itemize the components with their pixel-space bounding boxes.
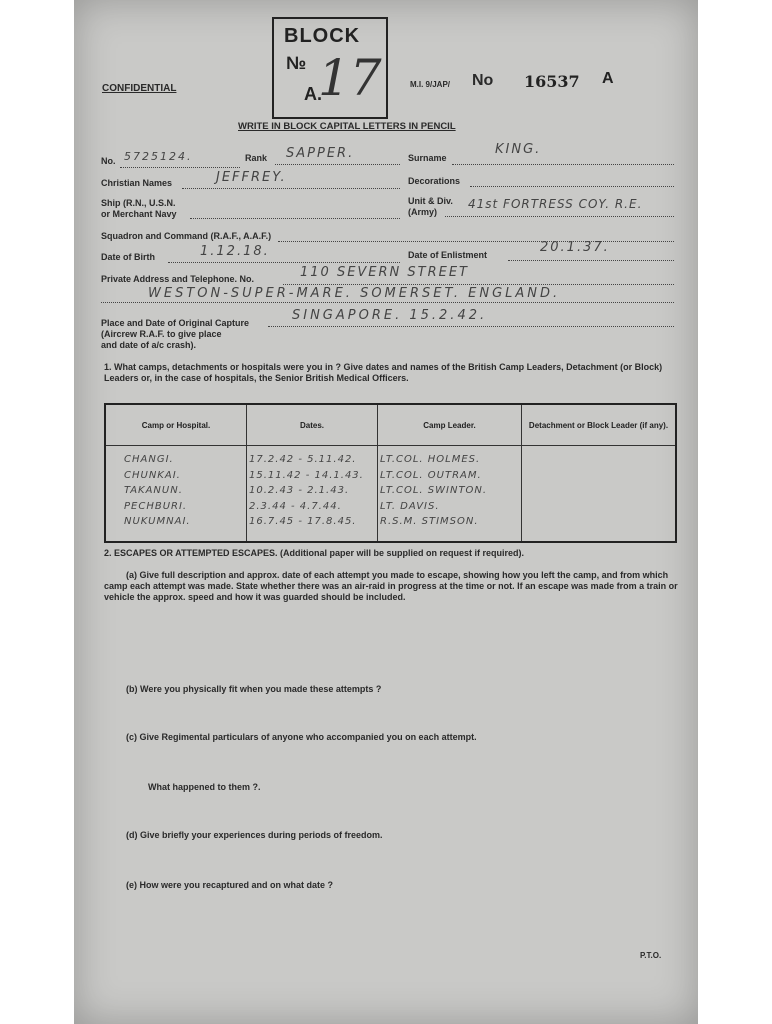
address-line-1	[283, 284, 674, 285]
col-detachment: Detachment or Block Leader (if any).	[522, 404, 677, 446]
capture-label-3: and date of a/c crash).	[101, 340, 197, 350]
enlistment-value: 20.1.37.	[540, 240, 610, 255]
christian-names-label: Christian Names	[101, 178, 173, 188]
detachment-cells	[522, 446, 677, 542]
col-leader: Camp Leader.	[378, 404, 522, 446]
camp-name: NUKUMNAI.	[124, 516, 191, 527]
rank-label: Rank	[245, 153, 268, 163]
camp-name: PECHBURI.	[124, 500, 188, 512]
christian-names-line	[182, 188, 400, 189]
surname-line	[452, 164, 674, 165]
form-suffix: A	[602, 70, 614, 87]
dob-label: Date of Birth	[101, 252, 155, 262]
enlistment-line	[508, 260, 674, 261]
address-value-2: WESTON-SUPER-MARE. SOMERSET. ENGLAND.	[148, 286, 561, 301]
camp-dates: 10.2.43 - 2.1.43.	[249, 485, 350, 496]
unit-label-2: (Army)	[408, 207, 438, 217]
squadron-label: Squadron and Command (R.A.F., A.A.F.)	[101, 231, 272, 241]
question-2b: (b) Were you physically fit when you made these attempts ?	[126, 684, 382, 694]
block-no-label: №	[286, 53, 307, 73]
pto-label: P.T.O.	[640, 951, 662, 960]
service-no-line	[120, 167, 240, 168]
ship-label-1: Ship (R.N., U.S.N.	[101, 198, 176, 208]
address-line-2	[101, 302, 674, 303]
capture-label-2: (Aircrew R.A.F. to give place	[101, 329, 222, 339]
col-camp: Camp or Hospital.	[105, 404, 247, 446]
unit-label-1: Unit & Div.	[408, 196, 453, 206]
camp-cells	[105, 446, 247, 542]
service-no-label: No.	[101, 156, 116, 166]
capture-value: SINGAPORE. 15.2.42.	[292, 308, 488, 323]
camp-name: CHUNKAI.	[124, 469, 181, 481]
camp-name: CHANGI.	[124, 454, 174, 465]
camps-header-row	[105, 404, 676, 446]
dob-value: 1.12.18.	[200, 244, 270, 259]
block-letter: A.	[304, 84, 322, 104]
surname-value: KING.	[495, 142, 542, 157]
unit-value: 41st FORTRESS COY. R.E.	[468, 197, 643, 211]
enlistment-label: Date of Enlistment	[408, 250, 488, 260]
capture-line	[268, 326, 674, 327]
rank-line	[275, 164, 400, 165]
ship-label-2: or Merchant Navy	[101, 209, 177, 219]
question-2-heading: 2. ESCAPES OR ATTEMPTED ESCAPES. (Additional paper will be supplied on request if required).	[104, 548, 525, 558]
dob-line	[168, 262, 400, 263]
block-number-box	[272, 17, 388, 119]
surname-label: Surname	[408, 153, 447, 163]
question-2a: (a) Give full description and approx. date of each attempt you made to escape, showing how you left the camp, and from which camp each attempt was made. State whether there was an air-raid in progress at the time or not. If an escape was made from a train or vehicle the approx. speed and how it was guarded should be included.	[104, 570, 678, 602]
camps-table	[104, 403, 677, 543]
camp-name: TAKANUN.	[124, 485, 183, 496]
question-1: 1. What camps, detachments or hospitals were you in ? Give dates and names of the British Camp Leaders, Detachment (or Block) Leaders or, in the case of hospitals, the Senior British Medical Officers.	[104, 362, 663, 383]
camp-leader: LT.COL. OUTRAM.	[380, 469, 482, 481]
confidential-stamp: CONFIDENTIAL	[102, 83, 177, 94]
decorations-line	[470, 186, 674, 187]
camp-leader: LT.COL. HOLMES.	[380, 454, 481, 465]
decorations-label: Decorations	[408, 176, 461, 186]
instruction-heading: WRITE IN BLOCK CAPITAL LETTERS IN PENCIL	[238, 121, 456, 132]
form-no-label: No	[472, 72, 494, 89]
leader-cells	[378, 446, 522, 542]
camp-dates: 15.11.42 - 14.1.43.	[249, 469, 364, 481]
block-number: 17	[318, 49, 382, 107]
question-2c-followup: What happened to them ?.	[148, 782, 261, 792]
date-cells	[247, 446, 378, 542]
camp-leader: LT.COL. SWINTON.	[380, 485, 488, 496]
block-label: BLOCK	[284, 25, 361, 47]
rank-value: SAPPER.	[286, 146, 355, 161]
address-label: Private Address and Telephone. No.	[101, 274, 255, 284]
camps-body	[105, 446, 676, 542]
unit-line	[445, 216, 674, 217]
capture-label-1: Place and Date of Original Capture	[101, 318, 250, 328]
camp-leader: R.S.M. STIMSON.	[380, 516, 479, 527]
christian-names-value: JEFFREY.	[216, 170, 287, 185]
mi-reference: M.I. 9/JAP/	[410, 80, 451, 89]
question-2d: (d) Give briefly your experiences during periods of freedom.	[126, 830, 383, 840]
camp-leader: LT. DAVIS.	[380, 500, 440, 512]
question-2c: (c) Give Regimental particulars of anyone who accompanied you on each attempt.	[126, 732, 477, 742]
camp-dates: 2.3.44 - 4.7.44.	[249, 500, 342, 512]
address-value-1: 110 SEVERN STREET	[300, 265, 470, 280]
squadron-line	[278, 241, 674, 242]
col-dates: Dates.	[247, 404, 378, 446]
form-number: 16537	[524, 72, 580, 91]
camp-dates: 16.7.45 - 17.8.45.	[249, 516, 357, 527]
ship-line	[190, 218, 400, 219]
question-2e: (e) How were you recaptured and on what date ?	[126, 880, 334, 890]
service-no-value: 5725124.	[124, 150, 193, 163]
camp-dates: 17.2.42 - 5.11.42.	[249, 454, 357, 465]
